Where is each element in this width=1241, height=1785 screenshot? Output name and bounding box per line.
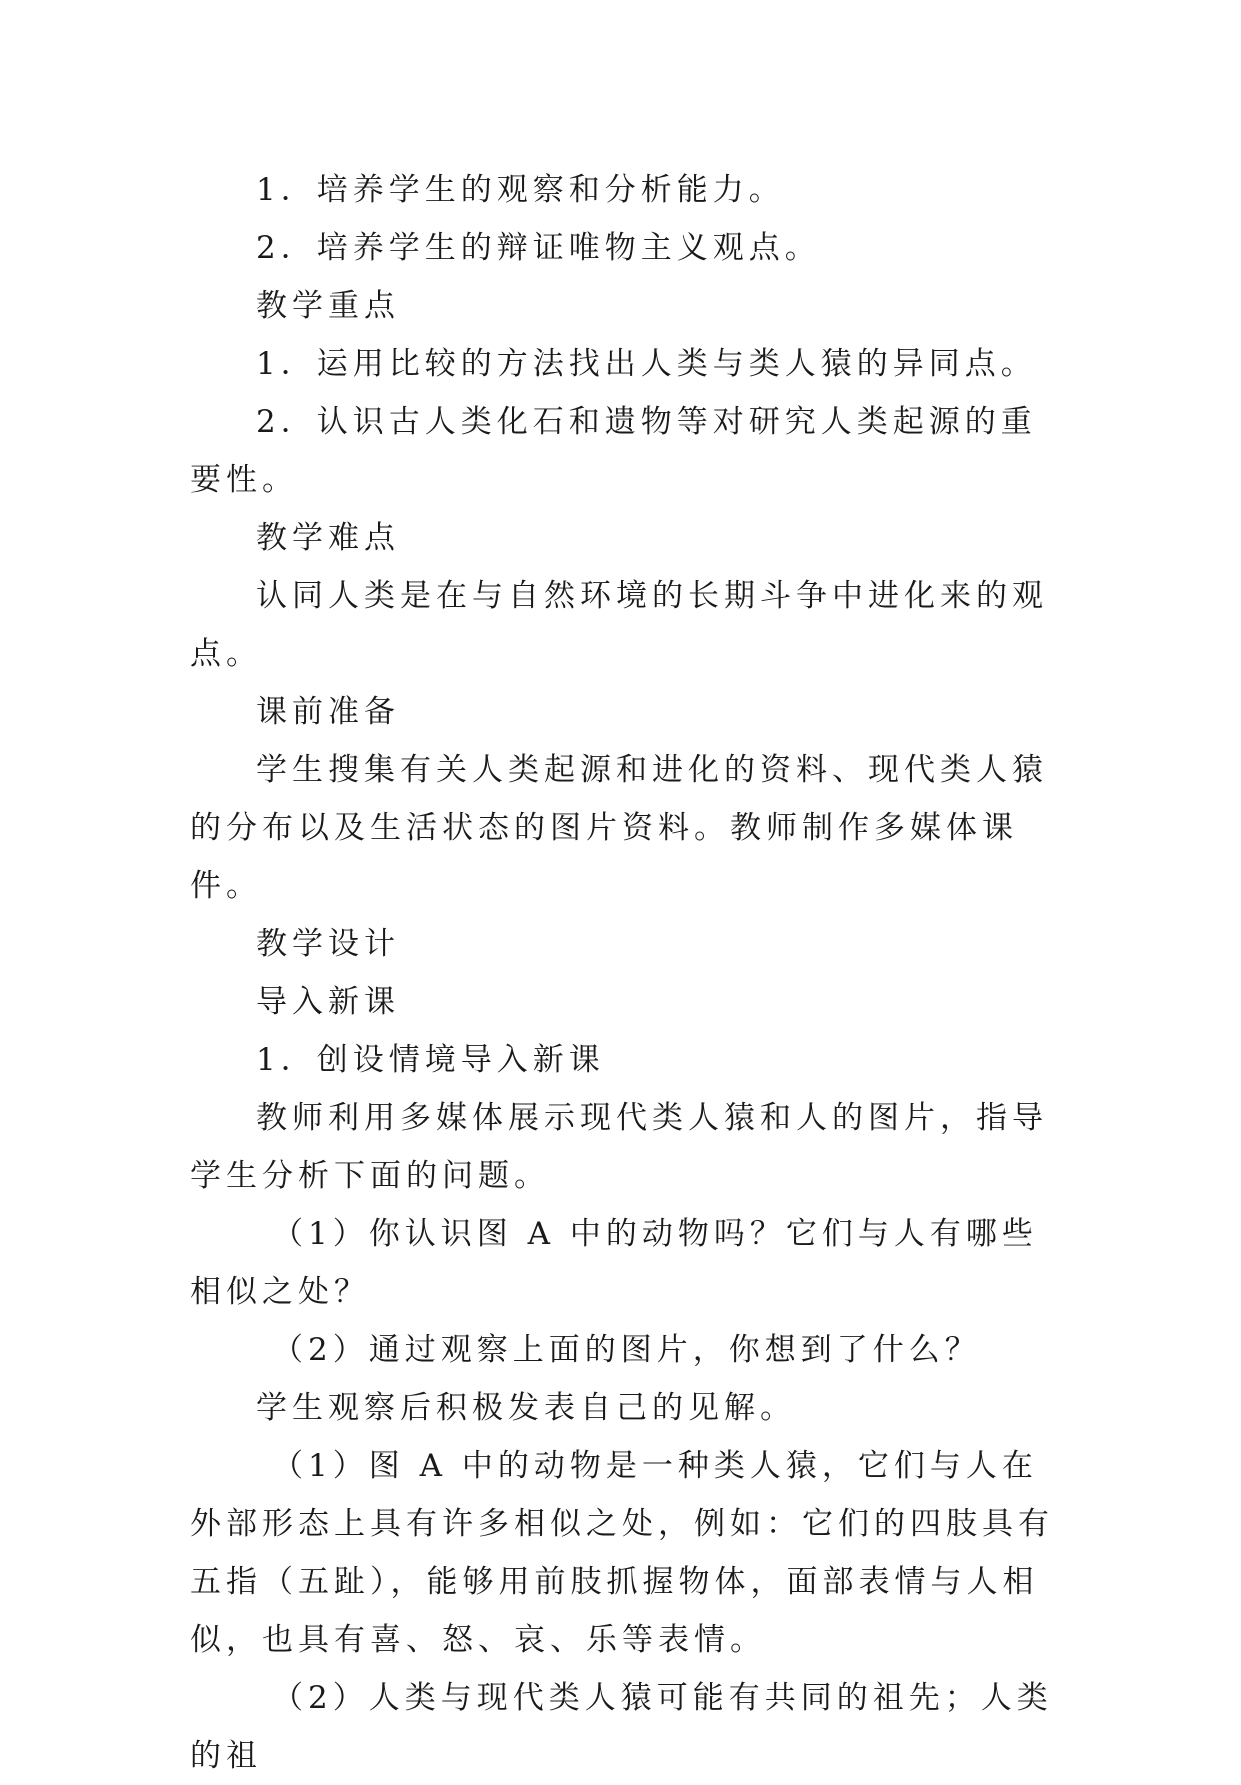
paragraph-objective-2: 2．培养学生的辩证唯物主义观点。: [256, 230, 821, 266]
paragraph-key-point-2: 2．认识古人类化石和遗物等对研究人类起源的重要性。: [190, 404, 1037, 498]
heading-preparation: 课前准备: [256, 694, 400, 730]
heading-teaching-design: 教学设计: [256, 926, 400, 962]
paragraph-answer-1: （1）图 A 中的动物是一种类人猿，它们与人在外部形态上具有许多相似之处，例如：它们的四肢具有五指（五趾），能够用前肢抓握物体，面部表情与人相似，也具有喜、怒、哀、乐等表情。: [190, 1448, 1054, 1658]
paragraph-question-1: （1）你认识图 A 中的动物吗？它们与人有哪些相似之处？: [190, 1216, 1038, 1310]
paragraph-intro-step-1: 1．创设情境导入新课: [256, 1042, 605, 1078]
document-body: [190, 161, 1060, 1785]
paragraph-key-point-1: 1．运用比较的方法找出人类与类人猿的异同点。: [256, 346, 1037, 382]
paragraph-question-2: （2）通过观察上面的图片，你想到了什么？: [272, 1332, 981, 1368]
paragraph-student-activity: 学生观察后积极发表自己的见解。: [256, 1390, 796, 1426]
paragraph-answer-2: （2）人类与现代类人猿可能有共同的祖先；人类的祖: [190, 1680, 1053, 1774]
heading-difficulties: 教学难点: [256, 520, 400, 556]
paragraph-difficulty: 认同人类是在与自然环境的长期斗争中进化来的观点。: [190, 578, 1048, 672]
heading-key-points: 教学重点: [256, 288, 400, 324]
heading-introduction: 导入新课: [256, 984, 400, 1020]
paragraph-objective-1: 1．培养学生的观察和分析能力。: [256, 172, 785, 208]
paragraph-teacher-activity: 教师利用多媒体展示现代类人猿和人的图片，指导学生分析下面的问题。: [190, 1100, 1048, 1194]
paragraph-preparation: 学生搜集有关人类起源和进化的资料、现代类人猿的分布以及生活状态的图片资料。教师制作多媒体课件。: [190, 752, 1048, 904]
